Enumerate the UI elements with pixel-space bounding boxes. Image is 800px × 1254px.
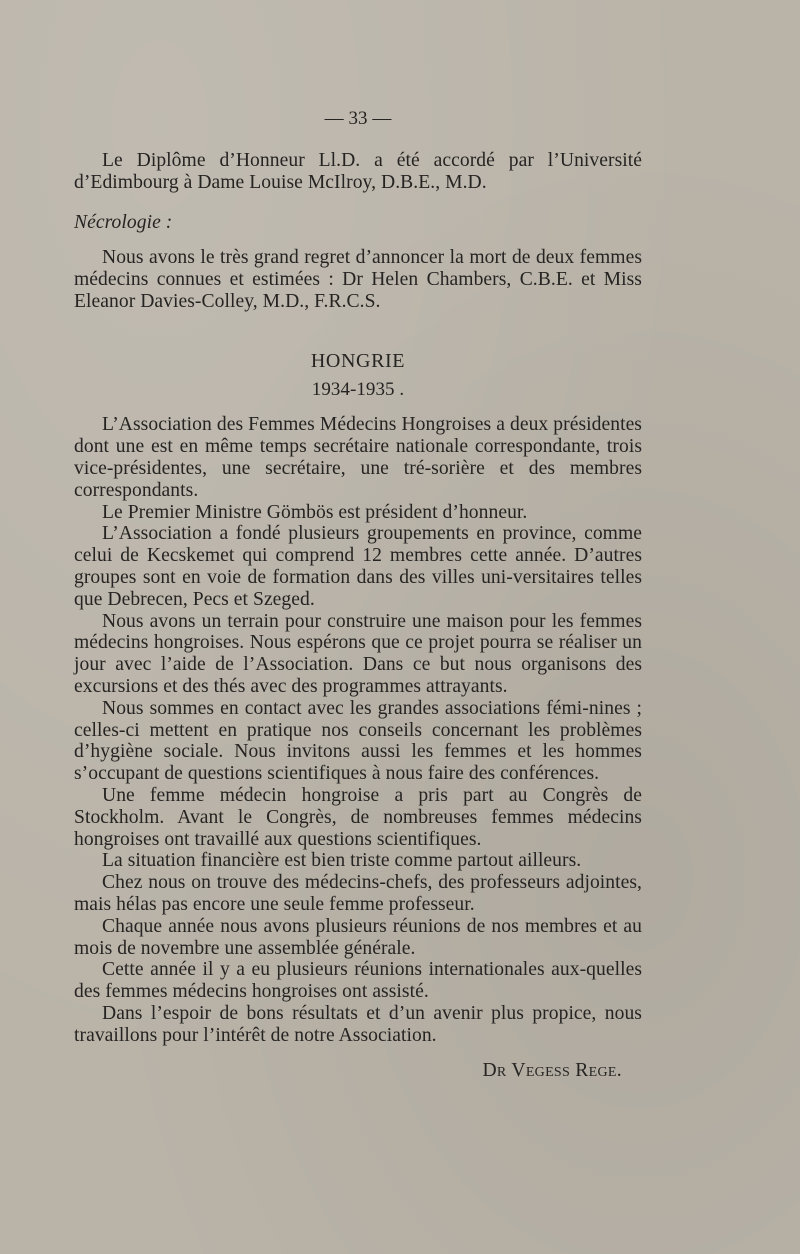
body-paragraph: Nous avons un terrain pour construire une maison pour les femmes médecins hongroises. Nous espérons que ce projet pourra se réaliser un jour avec l’aide de l’Association. Dans ce but nous organisons des excursions et des thés avec des programmes attrayants. [74,610,642,697]
body-paragraph: Cette année il y a eu plusieurs réunions internationales aux-quelles des femmes médecins hongroises ont assisté. [74,959,642,1003]
section-years: 1934-1935 . [311,378,405,400]
necrology-paragraph: Nous avons le très grand regret d’annoncer la mort de deux femmes médecins connues et estimées : Dr Helen Chambers, C.B.E. et Miss Eleanor Davies-Colley, M.D., F.R.C.S. [74,247,642,312]
document-page [74,108,642,1082]
body-paragraph: Une femme médecin hongroise a pris part au Congrès de Stockholm. Avant le Congrès, de nombreuses femmes médecins hongroises ont travaillé aux questions scientifiques. [74,784,642,850]
signature: Dr Vegess Rege. [482,1060,622,1082]
body-paragraph: L’Association a fondé plusieurs groupements en province, comme celui de Kecskemet qui comprend 12 membres cette année. D’autres groupes sont en voie de formation dans des villes uni-versitaires telles que Debrecen, Pecs et Szeged. [74,523,642,610]
body-paragraph: Nous sommes en contact avec les grandes associations fémi-nines ; celles-ci mettent en pratique nos conseils concernant les problèmes d’hygiène sociale. Nous invitons aussi les femmes et les hommes s’occupant de questions scientifiques à nous faire des conférences. [74,697,642,785]
body-paragraph: L’Association des Femmes Médecins Hongroises a deux présidentes dont une est en même temps secrétaire nationale correspondante, trois vice-présidentes, une secrétaire, une tré-sorière et des membres correspondants. [74,414,642,501]
body-paragraph: Chez nous on trouve des médecins-chefs, des professeurs adjointes, mais hélas pas encore une seule femme professeur. [74,872,642,915]
section-title: HONGRIE [310,349,406,372]
body-paragraph: Le Premier Ministre Gömbös est président d’honneur. [102,501,528,523]
necrology-heading: Nécrologie : [74,211,173,233]
intro-paragraph: Le Diplôme d’Honneur Ll.D. a été accordé par l’Université d’Edimbourg à Dame Louise McIlroy, D.B.E., M.D. [74,150,642,193]
body-paragraph: La situation financière est bien triste comme partout ailleurs. [102,850,582,872]
page-number: — 33 — [324,108,392,129]
body-paragraph: Chaque année nous avons plusieurs réunions de nos membres et au mois de novembre une assemblée générale. [74,915,642,959]
body-paragraph: Dans l’espoir de bons résultats et d’un avenir plus propice, nous travaillons pour l’intérêt de notre Association. [74,1002,642,1046]
